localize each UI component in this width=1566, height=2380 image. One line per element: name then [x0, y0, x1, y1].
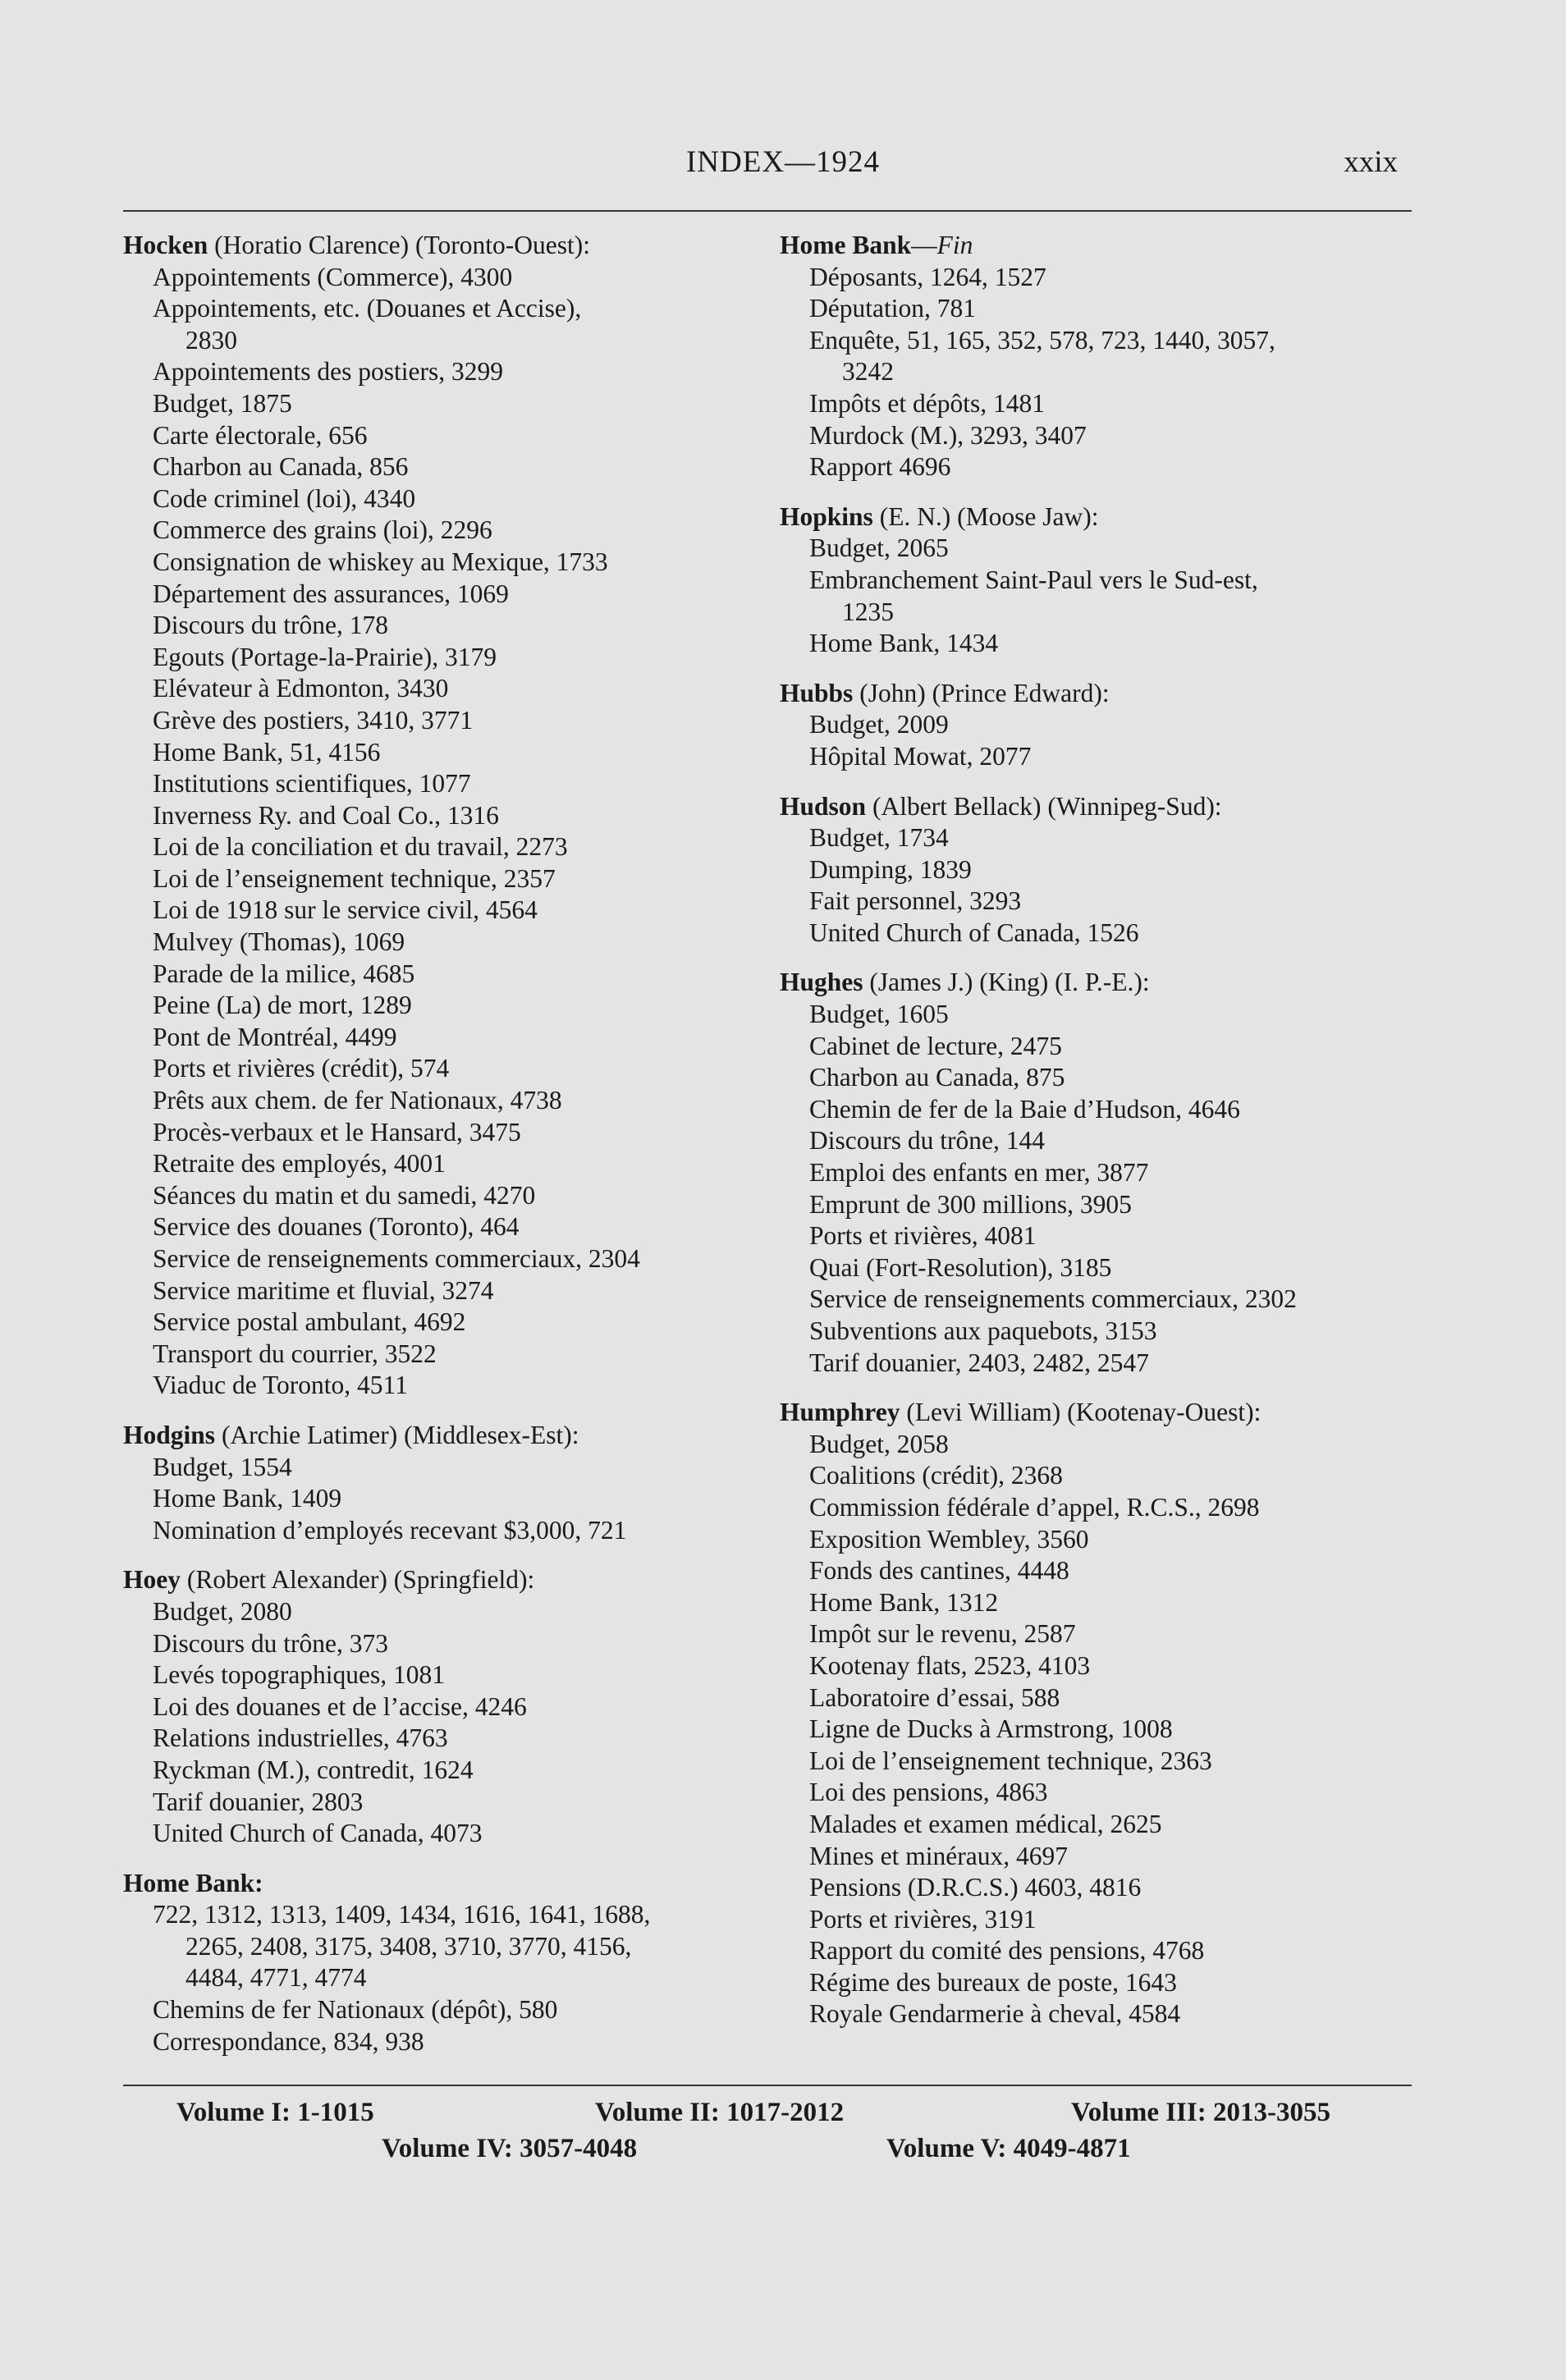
- index-entry: [780, 791, 1412, 950]
- entry-reference: Budget, 2009: [809, 710, 949, 739]
- entry-reference: Service de renseignements commerciaux, 2304: [153, 1244, 640, 1273]
- bottom-rule: [123, 2085, 1412, 2086]
- volume-1: Volume I: 1-1015: [176, 2098, 374, 2127]
- entry-reference: Malades et examen médical, 2625: [809, 1809, 1162, 1838]
- entry-reference: Impôt sur le revenu, 2587: [809, 1619, 1076, 1649]
- entry-reference: Code criminel (loi), 4340: [153, 483, 416, 513]
- entry-reference: Correspondance, 834, 938: [153, 2026, 424, 2056]
- entry-reference: Relations industrielles, 4763: [153, 1723, 448, 1753]
- entry-reference: Loi de la conciliation et du travail, 2273: [153, 832, 568, 862]
- entry-reference: Rapport du comité des pensions, 4768: [809, 1936, 1205, 1966]
- entry-reference: Service postal ambulant, 4692: [153, 1307, 466, 1337]
- entry-reference: Députation, 781: [809, 294, 976, 323]
- entry-reference: Dumping, 1839: [809, 854, 972, 884]
- entry-reference: Hôpital Mowat, 2077: [809, 741, 1032, 771]
- entry-reference: Royale Gendarmerie à cheval, 4584: [809, 1999, 1181, 2029]
- volume-2: Volume II: 1017-2012: [595, 2098, 845, 2127]
- volume-4: Volume IV: 3057-4048: [382, 2134, 638, 2163]
- volume-5: Volume V: 4049-4871: [886, 2134, 1131, 2163]
- entry-reference: Levés topographiques, 1081: [153, 1660, 446, 1690]
- entry-reference: Fonds des cantines, 4448: [809, 1556, 1069, 1586]
- entry-reference: Home Bank, 51, 4156: [153, 737, 381, 767]
- volume-footer: [123, 2098, 1412, 2170]
- entry-heading: [123, 1564, 755, 1596]
- entry-reference: Appointements, etc. (Douanes et Accise),: [153, 294, 582, 323]
- entry-reference: Procès-verbaux et le Hansard, 3475: [153, 1117, 521, 1147]
- page-title: INDEX—1924: [685, 145, 881, 179]
- entry-reference: Subventions aux paquebots, 3153: [809, 1316, 1157, 1345]
- entry-reference: Elévateur à Edmonton, 3430: [153, 674, 449, 703]
- entry-reference: Pont de Montréal, 4499: [153, 1022, 397, 1051]
- entry-name: Home Bank:: [123, 1868, 263, 1897]
- entry-reference: Egouts (Portage-la-Prairie), 3179: [153, 642, 497, 671]
- entry-reference-continued: 2830: [185, 325, 237, 355]
- entry-reference: Budget, 2065: [809, 533, 949, 563]
- entry-reference: Département des assurances, 1069: [153, 579, 509, 608]
- entry-reference: Service des douanes (Toronto), 464: [153, 1212, 520, 1242]
- entry-detail: (Levi William) (Kootenay-Ouest):: [900, 1398, 1262, 1427]
- index-entry: [123, 1564, 755, 1849]
- entry-reference: Viaduc de Toronto, 4511: [153, 1371, 408, 1400]
- entry-name: Hughes: [780, 968, 863, 997]
- entry-heading: [123, 1420, 755, 1452]
- entry-dash: —: [911, 231, 937, 259]
- entry-name: Hopkins: [780, 501, 873, 531]
- entry-heading: [780, 791, 1412, 823]
- entry-reference: Budget, 2058: [809, 1429, 949, 1458]
- entry-reference: Ports et rivières, 4081: [809, 1221, 1037, 1251]
- index-entry: [780, 230, 1412, 483]
- entry-reference: Home Bank, 1409: [153, 1484, 342, 1513]
- entry-detail: (Robert Alexander) (Springfield):: [180, 1565, 535, 1595]
- entry-name: Hocken: [123, 231, 208, 259]
- entry-reference: Loi des pensions, 4863: [809, 1778, 1048, 1807]
- entry-reference: Charbon au Canada, 856: [153, 452, 409, 482]
- entry-reference: Murdock (M.), 3293, 3407: [809, 420, 1087, 450]
- entry-reference: Commission fédérale d’appel, R.C.S., 2698: [809, 1492, 1260, 1522]
- entry-reference: Ligne de Ducks à Armstrong, 1008: [809, 1714, 1173, 1744]
- entry-reference: Home Bank, 1312: [809, 1587, 999, 1617]
- entry-heading: [123, 1868, 755, 1900]
- entry-reference: Peine (La) de mort, 1289: [153, 991, 412, 1020]
- entry-continuation: Fin: [936, 231, 973, 259]
- entry-reference: Loi de 1918 sur le service civil, 4564: [153, 895, 538, 925]
- entry-name: Home Bank: [780, 231, 912, 259]
- entry-reference: Chemin de fer de la Baie d’Hudson, 4646: [809, 1094, 1240, 1124]
- entry-reference: Ryckman (M.), contredit, 1624: [153, 1755, 474, 1784]
- entry-reference: Loi de l’enseignement technique, 2357: [153, 863, 556, 893]
- entry-reference: Mulvey (Thomas), 1069: [153, 927, 405, 957]
- entry-reference: Loi des douanes et de l’accise, 4246: [153, 1691, 527, 1721]
- entry-reference: Commerce des grains (loi), 2296: [153, 515, 492, 545]
- entry-heading: [780, 678, 1412, 710]
- right-column: [780, 230, 1412, 2048]
- left-column: [123, 230, 755, 2076]
- entry-reference-continued: 4484, 4771, 4774: [185, 1963, 367, 1993]
- entry-reference: Prêts aux chem. de fer Nationaux, 4738: [153, 1086, 562, 1115]
- entry-name: Humphrey: [780, 1398, 900, 1427]
- entry-reference: Nomination d’employés recevant $3,000, 721: [153, 1515, 627, 1545]
- entry-reference: United Church of Canada, 4073: [153, 1819, 483, 1848]
- entry-reference: Emprunt de 300 millions, 3905: [809, 1189, 1132, 1219]
- entry-reference: Inverness Ry. and Coal Co., 1316: [153, 800, 499, 830]
- entry-detail: (James J.) (King) (I. P.-E.):: [863, 968, 1150, 997]
- entry-reference: Régime des bureaux de poste, 1643: [809, 1967, 1177, 1997]
- entry-reference: Grève des postiers, 3410, 3771: [153, 705, 474, 735]
- entry-detail: (Archie Latimer) (Middlesex-Est):: [215, 1420, 579, 1449]
- entry-heading: [780, 967, 1412, 999]
- entry-reference: Transport du courrier, 3522: [153, 1339, 437, 1368]
- entry-reference: Mines et minéraux, 4697: [809, 1841, 1068, 1870]
- index-entry: [780, 1397, 1412, 2030]
- entry-reference: Ports et rivières (crédit), 574: [153, 1054, 450, 1083]
- entry-reference: Appointements des postiers, 3299: [153, 357, 503, 387]
- entry-reference: Budget, 2080: [153, 1596, 292, 1626]
- entry-heading: [780, 1397, 1412, 1429]
- entry-reference: Embranchement Saint-Paul vers le Sud-est,: [809, 565, 1258, 594]
- entry-reference: United Church of Canada, 1526: [809, 918, 1139, 947]
- index-entry: [123, 1868, 755, 2058]
- entry-reference: Discours du trône, 144: [809, 1126, 1045, 1156]
- entry-reference: Tarif douanier, 2803: [153, 1787, 364, 1816]
- entry-detail: (John) (Prince Edward):: [853, 678, 1110, 707]
- entry-reference: Budget, 1605: [809, 1000, 949, 1029]
- entry-reference: Pensions (D.R.C.S.) 4603, 4816: [809, 1873, 1142, 1902]
- entry-reference: Cabinet de lecture, 2475: [809, 1031, 1062, 1060]
- entry-reference: Budget, 1875: [153, 388, 292, 418]
- entry-reference: Ports et rivières, 3191: [809, 1904, 1037, 1934]
- entry-reference: 722, 1312, 1313, 1409, 1434, 1616, 1641, 1688,: [153, 1900, 651, 1929]
- entry-reference: Institutions scientifiques, 1077: [153, 769, 471, 799]
- entry-reference: Service de renseignements commerciaux, 2302: [809, 1284, 1297, 1314]
- entry-reference: Parade de la milice, 4685: [153, 959, 415, 988]
- entry-reference: Coalitions (crédit), 2368: [809, 1461, 1063, 1490]
- entry-heading: [780, 501, 1412, 533]
- entry-reference-continued: 2265, 2408, 3175, 3408, 3710, 3770, 4156,: [185, 1931, 632, 1961]
- entry-reference: Carte électorale, 656: [153, 420, 368, 450]
- volume-3: Volume III: 2013-3055: [1071, 2098, 1330, 2127]
- entry-reference: Retraite des employés, 4001: [153, 1149, 446, 1179]
- entry-reference: Rapport 4696: [809, 452, 951, 482]
- entry-reference: Appointements (Commerce), 4300: [153, 262, 513, 291]
- entry-reference: Quai (Fort-Resolution), 3185: [809, 1252, 1112, 1282]
- entry-reference-continued: 1235: [842, 597, 894, 626]
- index-entry: [780, 501, 1412, 660]
- entry-reference: Impôts et dépôts, 1481: [809, 388, 1045, 418]
- index-entry: [123, 1420, 755, 1546]
- entry-reference: Chemins de fer Nationaux (dépôt), 580: [153, 1995, 558, 2025]
- entry-reference: Kootenay flats, 2523, 4103: [809, 1650, 1091, 1680]
- index-entry: [780, 678, 1412, 773]
- entry-reference: Consignation de whiskey au Mexique, 1733: [153, 547, 608, 576]
- entry-reference: Budget, 1554: [153, 1452, 292, 1481]
- entry-reference: Home Bank, 1434: [809, 629, 999, 658]
- entry-reference: Enquête, 51, 165, 352, 578, 723, 1440, 3057,: [809, 325, 1275, 355]
- entry-name: Hoey: [123, 1565, 181, 1595]
- entry-reference: Séances du matin et du samedi, 4270: [153, 1180, 536, 1210]
- entry-reference-continued: 3242: [842, 357, 894, 387]
- page-header: [0, 138, 1566, 187]
- entry-reference: Discours du trône, 373: [153, 1628, 388, 1658]
- entry-reference: Budget, 1734: [809, 823, 949, 853]
- entry-reference: Service maritime et fluvial, 3274: [153, 1275, 494, 1305]
- index-entry: [780, 967, 1412, 1379]
- entry-name: Hudson: [780, 791, 867, 821]
- entry-detail: (E. N.) (Moose Jaw):: [872, 501, 1099, 531]
- entry-reference: Laboratoire d’essai, 588: [809, 1682, 1060, 1712]
- entry-reference: Tarif douanier, 2403, 2482, 2547: [809, 1348, 1149, 1377]
- entry-reference: Loi de l’enseignement technique, 2363: [809, 1746, 1212, 1775]
- entry-reference: Charbon au Canada, 875: [809, 1063, 1065, 1092]
- entry-detail: (Albert Bellack) (Winnipeg-Sud):: [866, 791, 1222, 821]
- top-rule: [123, 210, 1412, 212]
- page-number: xxix: [1344, 145, 1398, 179]
- entry-name: Hodgins: [123, 1420, 216, 1449]
- entry-heading: [123, 230, 755, 262]
- entry-reference: Fait personnel, 3293: [809, 886, 1022, 916]
- entry-name: Hubbs: [780, 678, 854, 707]
- entry-reference: Discours du trône, 178: [153, 611, 388, 640]
- index-entry: [123, 230, 755, 1402]
- entry-reference: Déposants, 1264, 1527: [809, 262, 1046, 291]
- entry-reference: Emploi des enfants en mer, 3877: [809, 1158, 1149, 1188]
- entry-heading: [780, 230, 1412, 262]
- entry-reference: Exposition Wembley, 3560: [809, 1524, 1089, 1554]
- entry-detail: (Horatio Clarence) (Toronto-Ouest):: [208, 231, 591, 259]
